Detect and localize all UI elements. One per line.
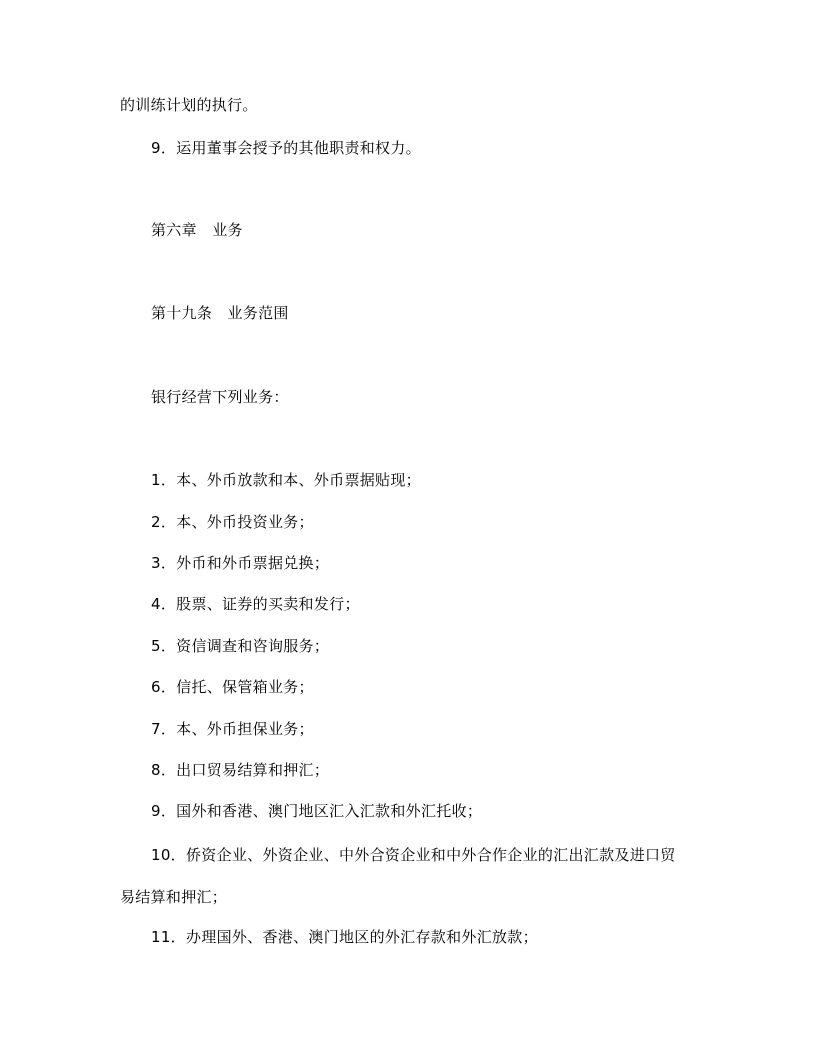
list-item-1: 1．本、外币放款和本、外币票据贴现；	[151, 471, 421, 489]
list-item-9: 9．国外和香港、澳门地区汇入汇款和外汇托收；	[151, 802, 483, 820]
list-item-11: 11．办理国外、香港、澳门地区的外汇存款和外汇放款；	[151, 928, 538, 946]
list-item-7: 7．本、外币担保业务；	[151, 720, 314, 738]
list-item-9-board-duties: 9．运用董事会授予的其他职责和权力。	[151, 139, 421, 157]
list-item-8: 8．出口贸易结算和押汇；	[151, 761, 330, 779]
list-item-3: 3．外币和外币票据兑换；	[151, 554, 330, 572]
list-item-4: 4．股票、证券的买卖和发行；	[151, 595, 360, 613]
list-item-10-continuation: 易结算和押汇；	[120, 888, 228, 906]
list-item-10: 10．侨资企业、外资企业、中外合资企业和中外合作企业的汇出汇款及进口贸	[151, 846, 676, 864]
article-heading: 第十九条 业务范围	[151, 304, 289, 322]
list-item-5: 5．资信调查和咨询服务；	[151, 637, 330, 655]
list-item-6: 6．信托、保管箱业务；	[151, 678, 314, 696]
list-item-2: 2．本、外币投资业务；	[151, 513, 314, 531]
chapter-heading: 第六章 业务	[151, 221, 243, 239]
intro-paragraph: 银行经营下列业务：	[151, 388, 289, 406]
text-line-continuation: 的训练计划的执行。	[120, 96, 258, 114]
